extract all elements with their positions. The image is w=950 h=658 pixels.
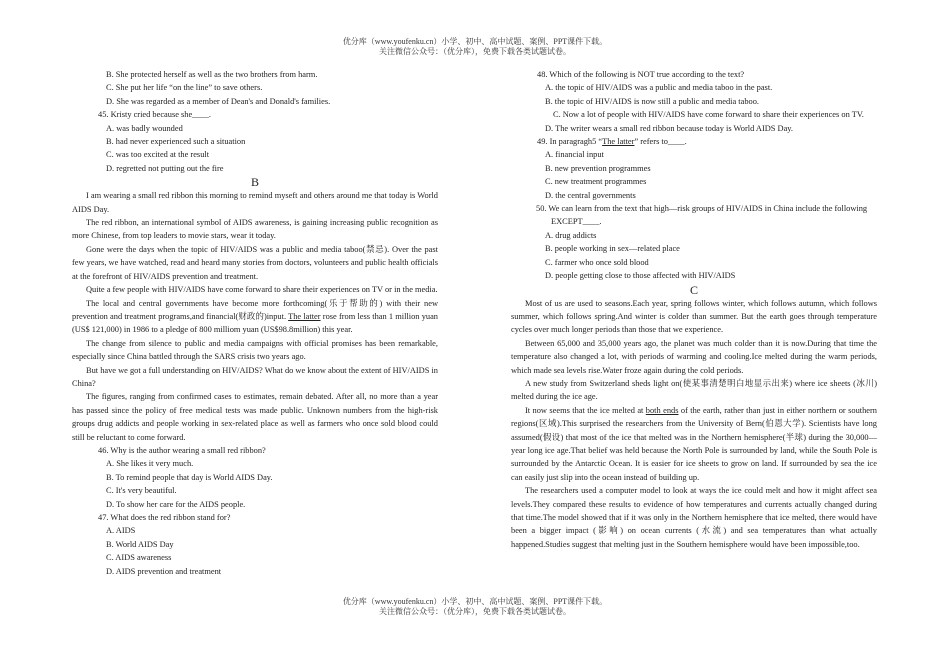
- page-header: [0, 37, 950, 57]
- passage-c-paragraph-1: Most of us are used to seasons.Each year, spring follows winter, which follows autumn, which follows summer, which follows spring.And winter is colder than summer. But the earth goes through temperature cycles over much longer periods than those that we experience.: [511, 298, 877, 335]
- passage-b-paragraph-6: The change from silence to public and media campaigns with official promises has been remarkable, especially since China battled through the SARS crisis two years ago.: [72, 338, 438, 362]
- q49-the-latter-underline: The latter: [602, 137, 635, 147]
- passage-c-paragraph-4: [511, 404, 877, 484]
- q47-option-d: D. AIDS prevention and treatment: [106, 566, 222, 576]
- paragraph-c4-text-a: It now seems that the ice melted at: [525, 405, 646, 415]
- q47-option-a: A. AIDS: [106, 526, 136, 536]
- paragraph-5-text-a: The local and central governments have become more forthcoming(乐于帮助的) with their new prevention and treatment programs,and financial(财政的)input.: [72, 298, 438, 321]
- q49-text-a: 49. In paragragh5 “: [537, 137, 603, 147]
- passage-c-paragraph-5: The researchers used a computer model to look at ways the ice could melt and how it might affect sea levels.They compared these results to evidence of how temperatures and currents actually changed during that time.The model showed that if it was only in the Northern hemisphere that ice melted, there would have been a bigger impact (影响) on ocean currents (水流) and sea temperatures than what actually happened.Studies suggest that melting just in the Southern hemisphere would have been impossible,too.: [511, 486, 877, 549]
- question-46: 46. Why is the author wearing a small red ribbon?: [98, 445, 266, 455]
- q50-option-c: C. farmer who once sold blood: [545, 257, 649, 267]
- q50-option-d: D. people getting close to those affected with HIV/AIDS: [545, 271, 736, 281]
- paragraph-c4-text-b: of the earth, rather than just in either northern or southern regions(区域).This surprised the researchers from the University of Bern(伯恩大学). Scientists have long assumed(假设) that most of the ice that melted was in the Northern hemisphere(半球) during the 30,000—year long ice age.That belief was held because the North Pole is surrounded by land, while the South Pole is surrounded by the Antarctic Ocean. It is easier for ice sheets to grow on land. If surrounded by sea the ice can easily just slip into the ocean instead of building up.: [511, 405, 877, 482]
- footer-line-2: 关注微信公众号：（优分库），免费下载各类试题试卷。: [379, 607, 571, 616]
- passage-b-paragraph-2: The red ribbon, an international symbol of AIDS awareness, is gaining increasing public recognition as more Chinese, from top leaders to movie stars, wear it today.: [72, 218, 438, 241]
- passage-b-paragraph-8: The figures, ranging from confirmed cases to estimates, remain debated. After all, no more than a year has passed since the policy of free medical tests was made public. Unknown numbers from the high-risk groups drug addicts and people working in sex-related place as well as farmers who once sold blood could still be reluctant to come forward.: [72, 392, 438, 442]
- q46-option-d: D. To show her care for the AIDS people.: [106, 499, 246, 509]
- q48-option-d: D. The writer wears a small red ribbon because today is World AIDS Day.: [545, 123, 794, 133]
- q46-option-c: C. It's very beautiful.: [106, 486, 177, 496]
- page-footer: [0, 597, 950, 617]
- q45-option-c: C. was too excited at the result: [106, 150, 210, 160]
- q49-option-a: A. financial input: [545, 150, 604, 160]
- q45-option-d: D. regretted not putting out the fire: [106, 163, 224, 173]
- q45-option-b: B. had never experienced such a situation: [106, 137, 246, 147]
- q49-option-d: D. the central governments: [545, 190, 636, 200]
- right-column: [511, 68, 877, 551]
- paragraph-5-text-b: rose from less than 1 million yuan (US$ 121,000) in 1986 to a pledge of 800 milliom yuan (US$98.8million) this year.: [72, 311, 438, 335]
- q44-option-b: B. She protected herself as well as the two brothers from harm.: [106, 70, 318, 79]
- q48-option-a: A. the topic of HIV/AIDS was a public and media taboo in the past.: [545, 83, 773, 93]
- q50-option-a: A. drug addicts: [545, 230, 597, 240]
- q47-option-b: B. World AIDS Day: [106, 539, 174, 549]
- q49-option-b: B. new prevention programmes: [545, 163, 651, 173]
- q47-option-c: C. AIDS awareness: [106, 553, 172, 563]
- q46-option-a: A. She likes it very much.: [106, 459, 194, 469]
- both-ends-underline: both ends: [645, 405, 679, 415]
- q46-option-b: B. To remind people that day is World AIDS Day.: [106, 472, 273, 482]
- question-45: 45. Kristy cried because she____.: [98, 110, 212, 120]
- passage-b-paragraph-3: Gone were the days when the topic of HIV/AIDS was a public and media taboo(禁忌). Over the past few years, we have watched, read and heard many stories from doctors, volunteers and public health officials at the forefront of HIV/AIDS prevention and treatment.: [72, 244, 438, 281]
- the-latter-underline: The latter: [288, 311, 321, 321]
- q49-text-b: ” refers to____.: [634, 137, 687, 147]
- question-47: 47. What does the red ribbon stand for?: [98, 513, 231, 522]
- q45-option-a: A. was badly wounded: [106, 123, 183, 133]
- question-50: 50. We can learn from the text that high—risk groups of HIV/AIDS in China include the following EXCEPT____.: [536, 204, 868, 227]
- question-49: [511, 135, 877, 148]
- left-column: [72, 68, 438, 578]
- passage-c-paragraph-3: A new study from Switzerland sheds light on(使某事清楚明白地显示出来) where ice sheets (冰川) melted during the ice age.: [511, 378, 877, 402]
- footer-line-1: 优分库（www.youfenku.cn）小学、初中、高中试题、案例、PPT课件下载。: [342, 597, 608, 606]
- passage-c-paragraph-2: Between 65,000 and 35,000 years ago, the planet was much colder than it is now.During that time the temperature also changed a lot, with periods of warming and cooling.Ice melted during the warm periods, which made sea levels rise.Water froze again during the cold periods.: [511, 338, 877, 375]
- q50-option-b: B. people working in sex—related place: [545, 244, 680, 254]
- q49-option-c: C. new treatment programmes: [545, 177, 647, 187]
- header-line-2: 关注微信公众号：（优分库），免费下载各类试题试卷。: [379, 47, 571, 56]
- q48-option-c: C. Now a lot of people with HIV/AIDS have come forward to share their experiences on TV.: [553, 110, 864, 120]
- passage-b-paragraph-1: I am wearing a small red ribbon this morning to remind myseft and others around me that today is World AIDS Day.: [72, 191, 438, 214]
- q48-option-b: B. the topic of HIV/AIDS is now still a public and media taboo.: [545, 96, 759, 106]
- q44-option-c: C. She put her life “on the line” to save others.: [106, 83, 263, 93]
- question-48: 48. Which of the following is NOT true according to the text?: [537, 70, 745, 79]
- passage-b-paragraph-5: [72, 297, 438, 337]
- section-b-heading: B: [250, 175, 259, 190]
- passage-b-paragraph-7: But have we got a full understanding on HIV/AIDS? What do we know about the extent of HIV/AIDS in China?: [72, 365, 438, 388]
- passage-b-paragraph-4: Quite a few people with HIV/AIDS have come forward to share their experiences on TV or in the media.: [86, 285, 438, 295]
- header-line-1: 优分库（www.youfenku.cn）小学、初中、高中试题、案例、PPT课件下载。: [342, 37, 608, 46]
- q44-option-d: D. She was regarded as a member of Dean's and Donald's families.: [106, 96, 331, 106]
- section-c-heading: C: [689, 282, 698, 297]
